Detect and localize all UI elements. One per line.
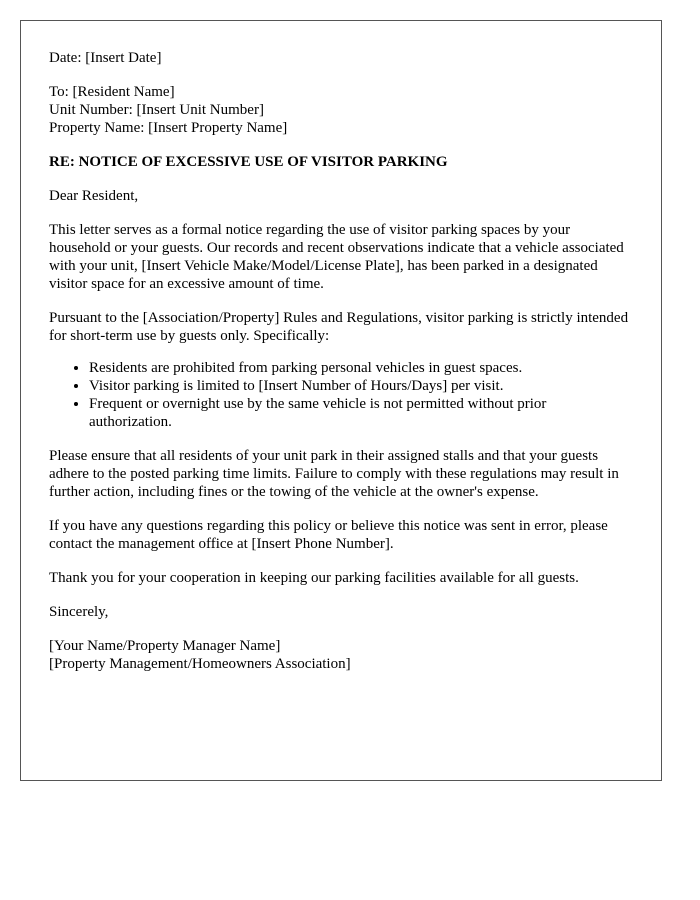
salutation: Dear Resident, <box>49 188 139 204</box>
signature-organization: [Property Management/Homeowners Association] <box>49 656 351 672</box>
unit-number: Unit Number: [Insert Unit Number] <box>49 102 264 118</box>
paragraph-compliance: Please ensure that all residents of your unit park in their assigned stalls and that your guests adhere to the posted parking time limits. Failure to comply with these regulations may result in further action, including fines or the towing of the vehicle at the owner's expense. <box>49 448 619 500</box>
recipient-block <box>49 83 633 137</box>
letter <box>20 20 662 781</box>
date-line: Date: [Insert Date] <box>49 50 162 66</box>
rules-list <box>49 359 633 431</box>
subject-line: RE: NOTICE OF EXCESSIVE USE OF VISITOR PARKING <box>49 154 448 170</box>
paragraph-contact: If you have any questions regarding this policy or believe this notice was sent in error, please contact the management office at [Insert Phone Number]. <box>49 518 608 552</box>
signature-name: [Your Name/Property Manager Name] <box>49 638 281 654</box>
list-item: • Visitor parking is limited to [Insert Number of Hours/Days] per visit. <box>89 377 633 395</box>
property-name: Property Name: [Insert Property Name] <box>49 120 288 136</box>
paragraph-thanks: Thank you for your cooperation in keeping our parking facilities available for all guests. <box>49 570 579 586</box>
list-item: • Residents are prohibited from parking personal vehicles in guest spaces. <box>89 359 633 377</box>
paragraph-intro: This letter serves as a formal notice regarding the use of visitor parking spaces by your household or your guests. Our records and recent observations indicate that a vehicle associated with your unit, [Insert Vehicle Make/Model/License Plate], has been parked in a designated visitor space for an excessive amount of time. <box>49 222 624 292</box>
list-item: • Frequent or overnight use by the same vehicle is not permitted without prior authorization. <box>89 395 633 431</box>
recipient-name: To: [Resident Name] <box>49 84 175 100</box>
paragraph-rules-intro: Pursuant to the [Association/Property] Rules and Regulations, visitor parking is strictly intended for short-term use by guests only. Specifically: <box>49 310 629 344</box>
closing: Sincerely, <box>49 604 109 620</box>
signature-block <box>49 637 633 673</box>
